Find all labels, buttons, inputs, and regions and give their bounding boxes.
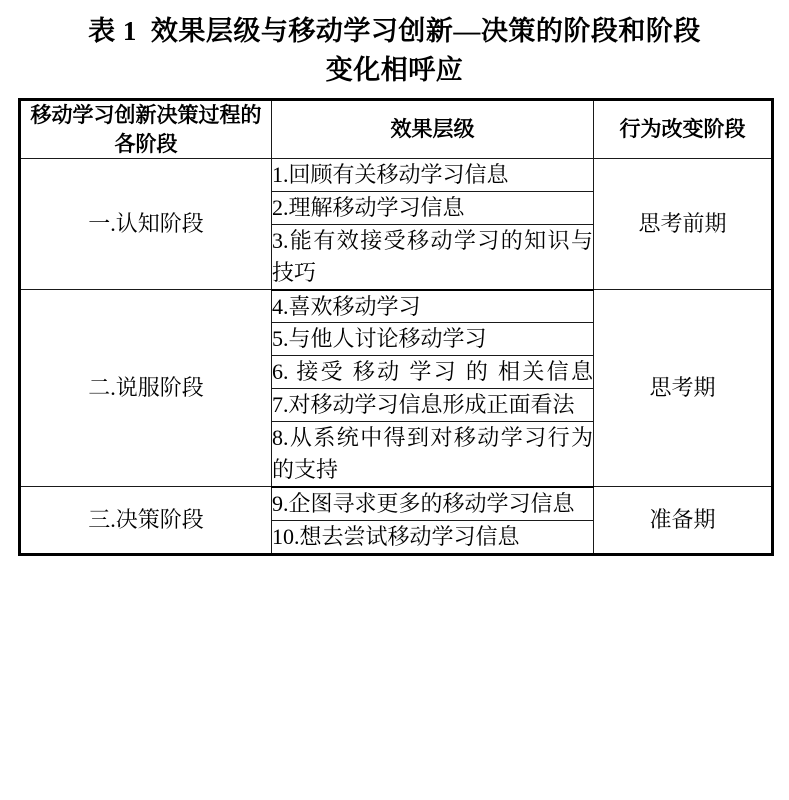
effect-cell-1-3: 3.能有效接受移动学习的知识与技巧 [272, 224, 594, 289]
effect-cell-1-1: 1.回顾有关移动学习信息 [272, 158, 594, 191]
effect-cell-3-1: 9.企图寻求更多的移动学习信息 [272, 487, 594, 520]
header-stage-process: 移动学习创新决策过程的各阶段 [20, 100, 272, 159]
caption-label: 表 1 [88, 16, 137, 46]
table-caption [18, 0, 771, 98]
effect-cell-2-2: 5.与他人讨论移动学习 [272, 323, 594, 356]
phase-cell-2: 思考期 [594, 290, 773, 487]
table-row [20, 487, 773, 520]
header-effect-level: 效果层级 [272, 100, 594, 159]
effect-cell-2-5: 8.从系统中得到对移动学习行为的支持 [272, 422, 594, 487]
effect-cell-2-4: 7.对移动学习信息形成正面看法 [272, 389, 594, 422]
effect-cell-3-2: 10.想去尝试移动学习信息 [272, 520, 594, 554]
phase-cell-3: 准备期 [594, 487, 773, 554]
table-row [20, 158, 773, 191]
effect-cell-2-1: 4.喜欢移动学习 [272, 290, 594, 323]
stage-cell-2: 二.说服阶段 [20, 290, 272, 487]
header-behavior-phase: 行为改变阶段 [594, 100, 773, 159]
caption-title-line2: 变化相呼应 [325, 55, 464, 86]
phase-cell-1: 思考前期 [594, 158, 773, 289]
data-table [18, 98, 774, 555]
effect-cell-2-3: 6. 接受 移动 学习 的 相关信息 [272, 356, 594, 389]
stage-cell-3: 三.决策阶段 [20, 487, 272, 554]
caption-title-line1: 效果层级与移动学习创新—决策的阶段和阶段 [150, 16, 701, 46]
stage-cell-1: 一.认知阶段 [20, 158, 272, 289]
table-header-row [20, 100, 773, 159]
effect-cell-1-2: 2.理解移动学习信息 [272, 191, 594, 224]
table-row [20, 290, 773, 323]
